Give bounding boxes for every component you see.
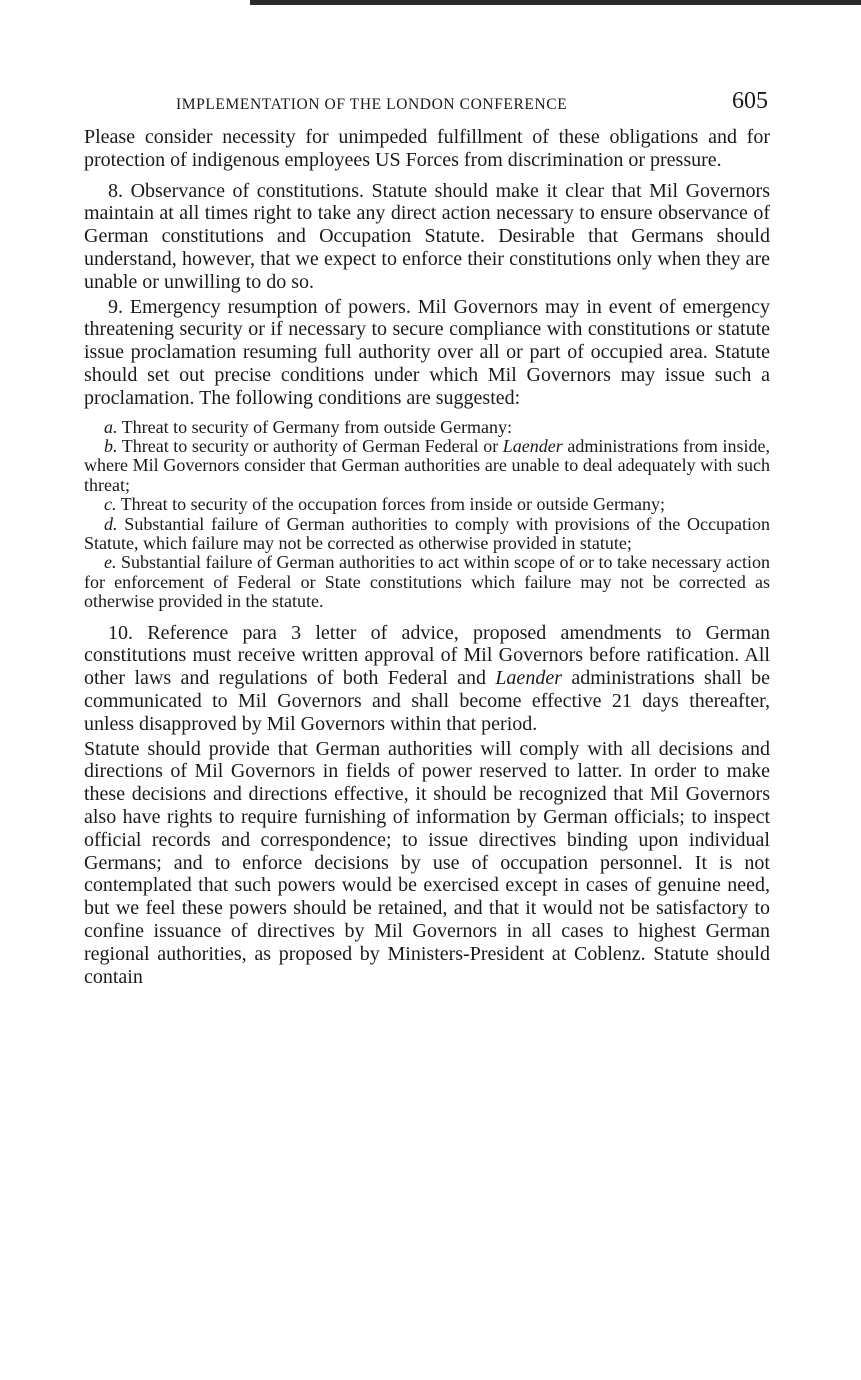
condition-e-letter: e. bbox=[104, 552, 117, 573]
paragraph-10-italic: Laender bbox=[495, 667, 562, 690]
condition-d bbox=[84, 515, 770, 554]
paragraph-10-text-b: administrations shall be communicated to Mil Governors and shall become effective 21 days thereafter, unless disapproved by Mil Governors within that period. bbox=[84, 667, 770, 735]
paragraph-10-text-a: 10. Reference para 3 letter of advice, proposed amendments to German constitutions must receive written approval of Mil Governors before ratification. All other laws and regulations of both Federal and bbox=[84, 621, 770, 690]
condition-b bbox=[84, 437, 770, 495]
running-head: IMPLEMENTATION OF THE LONDON CONFERENCE bbox=[176, 96, 568, 113]
paragraph-statute-provisions: Statute should provide that German authorities will comply with all decisions and directions of Mil Governors in fields of power reserved to latter. In order to make these decisions and directions effective, it should be recognized that Mil Governors also have rights to require furnishing of information by German officials; to inspect official records and correspondence; to issue directives binding upon individual Germans; and to enforce decisions by use of occupation personnel. It is not contemplated that such powers would be exercised except in cases of genuine need, but we feel these powers should be retained, and that it would not be satisfactory to confine issuance of directives by Mil Governors in all cases to highest German regional authorities, as proposed by Ministers-President at Coblenz. Statute should contain bbox=[84, 737, 770, 988]
condition-a-letter: a. bbox=[104, 416, 118, 437]
condition-b-letter: b. bbox=[104, 435, 118, 456]
conditions-list bbox=[84, 418, 770, 612]
paragraph-10-reference bbox=[84, 622, 770, 736]
condition-e bbox=[84, 553, 770, 611]
condition-e-text: Substantial failure of German authorities to act within scope of or to take necessary action for enforcement of Federal or State constitutions which failure may not be corrected as otherwise provided in the statute. bbox=[84, 552, 770, 612]
paragraph-9-emergency-resumption: 9. Emergency resumption of powers. Mil Governors may in event of emergency threatening security or if necessary to secure compliance with constitutions or statute issue proclamation resuming full authority over all or part of occupied area. Statute should set out precise conditions under which Mil Governors may issue such a proclamation. The following conditions are suggested: bbox=[84, 295, 770, 409]
condition-c bbox=[84, 495, 770, 514]
condition-c-letter: c. bbox=[104, 494, 117, 515]
paragraph-intro: Please consider necessity for unimpeded fulfillment of these obligations and for protection of indigenous employees US Forces from discrimination or pressure. bbox=[84, 126, 770, 171]
condition-a bbox=[84, 418, 770, 437]
page-number: 605 bbox=[732, 88, 768, 114]
document-page bbox=[84, 86, 770, 996]
condition-a-text: Threat to security of Germany from outside Germany: bbox=[117, 416, 513, 437]
page-header bbox=[84, 86, 770, 120]
condition-b-text-2: administrations from inside, where Mil Governors consider that German authorities are unable to deal adequately with such threat; bbox=[84, 435, 770, 495]
condition-c-text: Threat to security of the occupation forces from inside or outside Germany; bbox=[116, 494, 665, 515]
paragraph-8-observance-of-constitutions: 8. Observance of constitutions. Statute should make it clear that Mil Governors maintain at all times right to take any direct action necessary to ensure observance of German constitutions and Occupation Statute. Desirable that Germans should understand, however, that we expect to enforce their constitutions only when they are unable or unwilling to do so. bbox=[84, 179, 770, 293]
condition-d-text: Substantial failure of German authorities to comply with provisions of the Occupation Statute, which failure may not be corrected as otherwise provided in statute; bbox=[84, 513, 770, 553]
condition-d-letter: d. bbox=[104, 513, 118, 534]
condition-b-italic: Laender bbox=[502, 435, 563, 456]
condition-b-text-1: Threat to security or authority of German Federal or bbox=[117, 435, 503, 456]
top-edge-rule bbox=[250, 0, 861, 5]
